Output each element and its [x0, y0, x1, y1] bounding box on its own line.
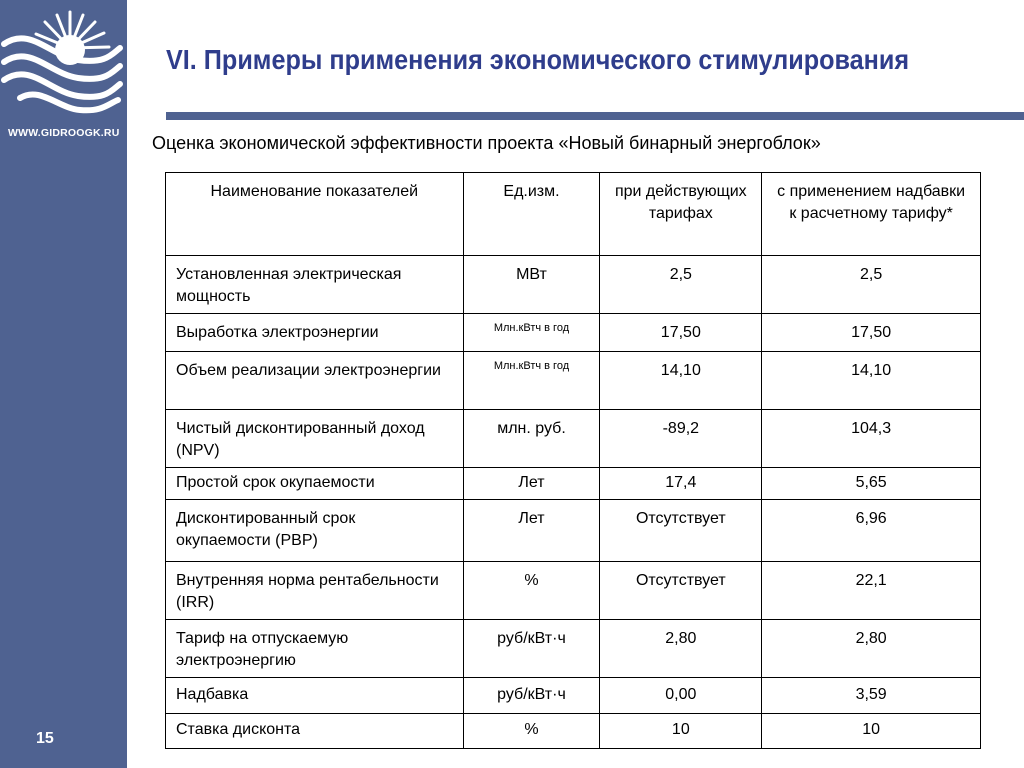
table-row — [166, 562, 981, 620]
row-unit: Млн.кВтч в год — [463, 314, 600, 352]
row-name: Дисконтированный срок окупаемости (PBP) — [166, 500, 464, 562]
row-current: 14,10 — [600, 352, 762, 410]
header-indicator: Наименование показателей — [166, 173, 464, 256]
row-unit: Лет — [463, 500, 600, 562]
row-with-bonus: 22,1 — [762, 562, 981, 620]
row-unit: руб/кВт·ч — [463, 678, 600, 714]
slide-title: VI. Примеры применения экономического стимулирования — [166, 44, 910, 75]
table-row — [166, 468, 981, 500]
efficiency-table — [165, 172, 981, 749]
row-name: Ставка дисконта — [166, 714, 464, 749]
row-unit: МВт — [463, 256, 600, 314]
row-name: Тариф на отпускаемую электроэнергию — [166, 620, 464, 678]
page-number: 15 — [36, 730, 54, 747]
table-row — [166, 714, 981, 749]
row-unit: % — [463, 714, 600, 749]
sidebar — [0, 0, 127, 768]
table-row — [166, 256, 981, 314]
row-current: -89,2 — [600, 410, 762, 468]
row-with-bonus: 17,50 — [762, 314, 981, 352]
row-current: 17,4 — [600, 468, 762, 500]
row-name: Простой срок окупаемости — [166, 468, 464, 500]
sun-waves-logo-icon — [0, 4, 127, 114]
row-name: Надбавка — [166, 678, 464, 714]
row-with-bonus: 3,59 — [762, 678, 981, 714]
row-with-bonus: 5,65 — [762, 468, 981, 500]
site-url: WWW.GIDROOGK.RU — [8, 127, 120, 139]
row-unit: Лет — [463, 468, 600, 500]
table-row — [166, 678, 981, 714]
table-row — [166, 410, 981, 468]
row-with-bonus: 2,5 — [762, 256, 981, 314]
row-name: Установленная электрическая мощность — [166, 256, 464, 314]
row-name: Выработка электроэнергии — [166, 314, 464, 352]
row-name: Чистый дисконтированный доход (NPV) — [166, 410, 464, 468]
row-unit: млн. руб. — [463, 410, 600, 468]
table-header-row — [166, 173, 981, 256]
table-row — [166, 352, 981, 410]
header-current-tariffs: при действующих тарифах — [600, 173, 762, 256]
row-with-bonus: 6,96 — [762, 500, 981, 562]
row-with-bonus: 2,80 — [762, 620, 981, 678]
row-current: 10 — [600, 714, 762, 749]
row-with-bonus: 104,3 — [762, 410, 981, 468]
row-unit: % — [463, 562, 600, 620]
header-with-bonus: с применением надбавки к расчетному тарифу* — [762, 173, 981, 256]
row-name: Внутренняя норма рентабельности (IRR) — [166, 562, 464, 620]
row-current: 17,50 — [600, 314, 762, 352]
row-current: 2,80 — [600, 620, 762, 678]
slide-subtitle: Оценка экономической эффективности проекта «Новый бинарный энергоблок» — [152, 133, 821, 153]
header-unit: Ед.изм. — [463, 173, 600, 256]
row-current: 2,5 — [600, 256, 762, 314]
row-unit: руб/кВт·ч — [463, 620, 600, 678]
table-row — [166, 314, 981, 352]
row-unit: Млн.кВтч в год — [463, 352, 600, 410]
table-row — [166, 620, 981, 678]
row-current: Отсутствует — [600, 562, 762, 620]
row-name: Объем реализации электроэнергии — [166, 352, 464, 410]
row-current: Отсутствует — [600, 500, 762, 562]
title-divider — [166, 112, 1024, 120]
table-row — [166, 500, 981, 562]
row-with-bonus: 10 — [762, 714, 981, 749]
row-current: 0,00 — [600, 678, 762, 714]
row-with-bonus: 14,10 — [762, 352, 981, 410]
